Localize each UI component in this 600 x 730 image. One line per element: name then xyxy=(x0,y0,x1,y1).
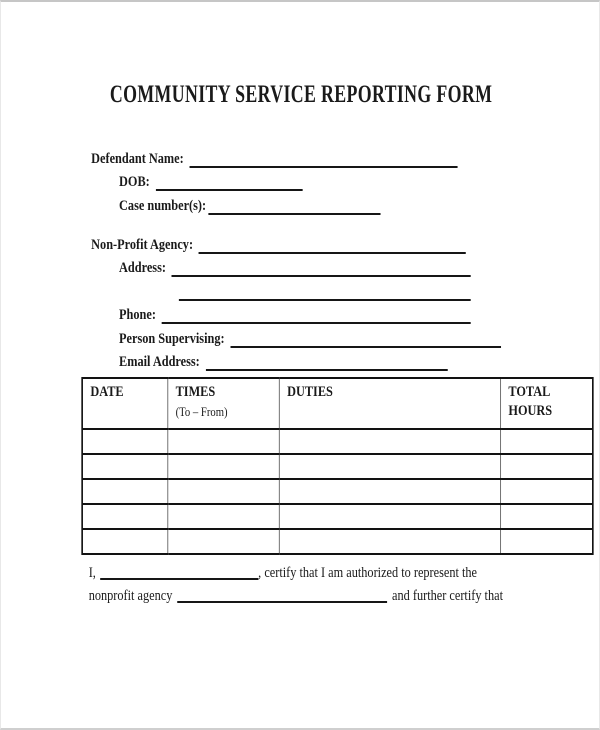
total-hours-cell xyxy=(501,454,593,479)
dob-label: DOB: xyxy=(119,174,150,190)
defendant-name-label: Defendant Name: xyxy=(91,150,184,167)
certification-line-1 xyxy=(89,562,519,585)
service-log-body xyxy=(82,429,593,554)
duties-cell xyxy=(279,529,500,554)
total-hours-cell xyxy=(501,429,593,454)
log-empty-row xyxy=(82,529,593,554)
phone-row xyxy=(119,301,471,325)
certifier-name-blank xyxy=(100,578,258,580)
agency-name-label: Non-Profit Agency: xyxy=(91,236,194,253)
duties-cell xyxy=(279,479,500,504)
duties-cell xyxy=(279,504,500,529)
total-hours-cell xyxy=(501,529,593,554)
total-hours-column-header: TOTAL HOURS xyxy=(501,378,593,429)
log-empty-row xyxy=(82,454,593,479)
duties-cell xyxy=(279,454,500,479)
log-empty-row xyxy=(82,504,593,529)
certification-authorized-text: , certify that I am authorized to represent the xyxy=(258,565,478,581)
email-label: Email Address: xyxy=(119,354,200,370)
defendant-name-blank xyxy=(189,149,457,168)
certification-paragraph xyxy=(89,562,519,609)
address-row xyxy=(119,254,471,278)
date-cell xyxy=(82,529,168,554)
supervisor-row xyxy=(119,324,501,348)
address-label: Address: xyxy=(119,260,166,276)
date-cell xyxy=(82,504,168,529)
log-empty-row xyxy=(82,429,593,454)
date-cell xyxy=(82,429,168,454)
times-header-sub: (To – From) xyxy=(175,404,228,419)
form-title: COMMUNITY SERVICE REPORTING FORM xyxy=(109,81,493,108)
dob-row xyxy=(119,168,303,192)
date-column-header: DATE xyxy=(82,378,168,429)
duties-column-header: DUTIES xyxy=(279,378,500,429)
certification-agency-prefix: nonprofit agency xyxy=(88,588,173,605)
times-column-header xyxy=(168,378,279,429)
certification-agency-blank xyxy=(177,601,387,603)
date-cell xyxy=(82,479,168,504)
certification-further-text: and further certify that xyxy=(392,588,504,605)
email-blank xyxy=(206,352,448,371)
case-number-blank xyxy=(209,196,381,215)
agency-name-blank xyxy=(199,235,466,254)
duties-cell xyxy=(279,429,500,454)
date-cell xyxy=(82,454,168,479)
total-hours-cell xyxy=(501,504,593,529)
address-continuation-blank xyxy=(179,282,471,301)
header-row xyxy=(82,378,593,429)
agency-section xyxy=(91,230,501,371)
case-number-row xyxy=(119,191,380,215)
form-canvas xyxy=(1,2,600,730)
phone-label: Phone: xyxy=(119,307,156,323)
times-cell xyxy=(168,529,279,554)
times-header-main: TIMES xyxy=(175,384,216,400)
log-empty-row xyxy=(82,479,593,504)
defendant-name-row xyxy=(91,144,457,168)
service-log-table xyxy=(81,377,593,555)
times-cell xyxy=(168,479,279,504)
times-cell xyxy=(168,504,279,529)
address-blank xyxy=(172,258,471,277)
supervisor-blank xyxy=(230,329,501,348)
email-row xyxy=(119,348,448,372)
address-continuation-row xyxy=(179,277,471,301)
title-row xyxy=(1,80,600,110)
times-cell xyxy=(168,429,279,454)
times-cell xyxy=(168,454,279,479)
certification-intro: I, xyxy=(88,565,96,581)
agency-name-row xyxy=(91,230,466,254)
certification-line-2 xyxy=(89,585,519,608)
supervisor-label: Person Supervising: xyxy=(119,330,225,347)
dob-blank xyxy=(156,172,303,191)
service-log-header xyxy=(82,378,593,429)
total-hours-cell xyxy=(501,479,593,504)
case-number-label: Case number(s): xyxy=(119,197,207,214)
defendant-section xyxy=(91,144,457,215)
phone-blank xyxy=(162,305,471,324)
